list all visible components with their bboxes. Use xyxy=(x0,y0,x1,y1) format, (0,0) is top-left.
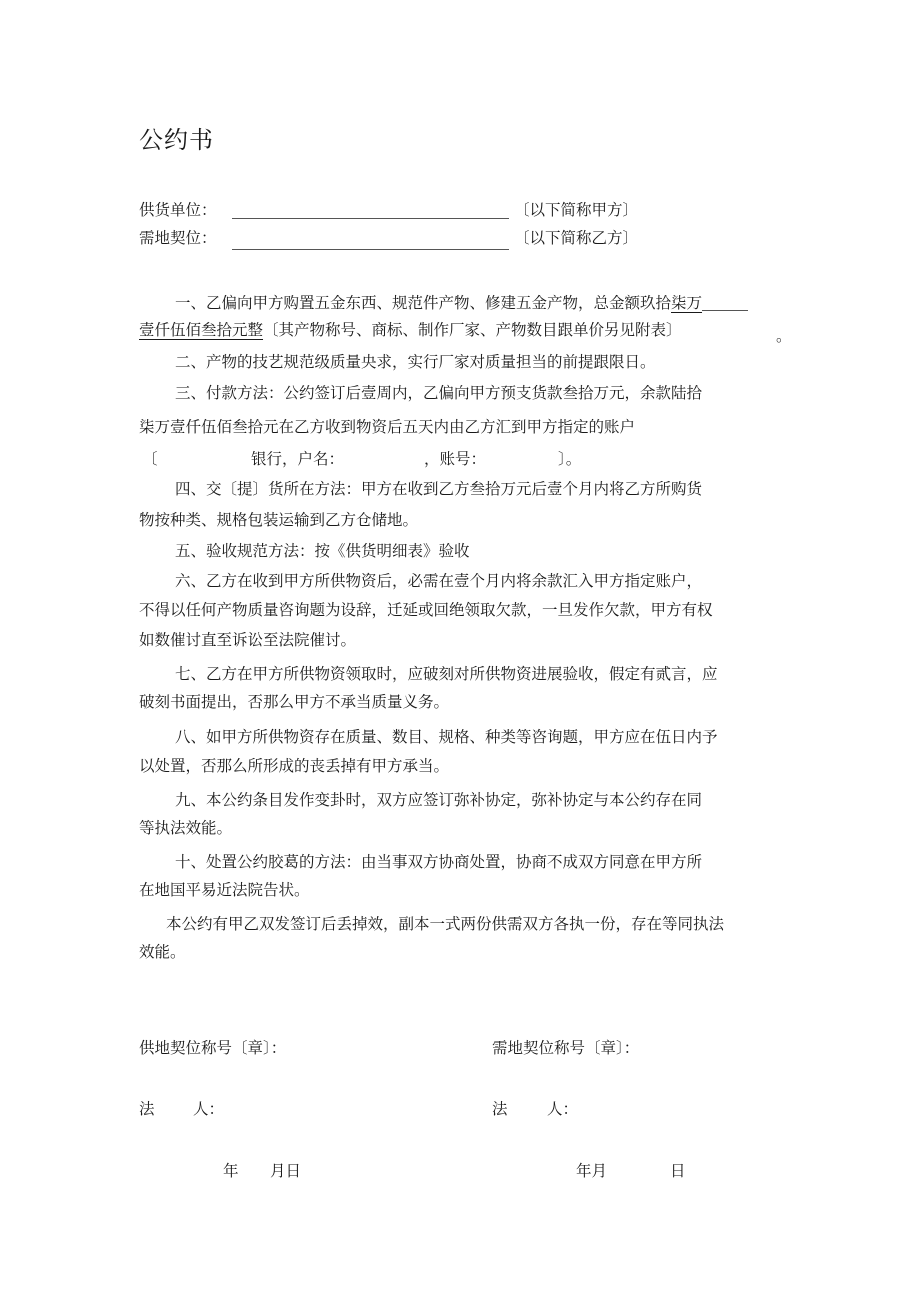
clause-9-line-1: 九、本公约条目发作变卦时，双方应签订弥补协定，弥补协定与本公约存在同 xyxy=(175,791,703,809)
clause-1-text-b: 〔其产物称号、商标、制作厂家、产物数目跟单价另见附表〕 xyxy=(263,321,682,339)
buyer-seal-label: 需地契位称号〔章〕： xyxy=(492,1039,640,1057)
supplier-note: 〔以下简称甲方〕 xyxy=(514,201,639,219)
buyer-date-year-month: 年月 xyxy=(576,1162,608,1180)
account-label: ，账号： xyxy=(424,450,487,468)
supplier-legal-label-a: 法 xyxy=(139,1100,155,1118)
clause-6-line-3: 如数催讨直至诉讼至法院催讨。 xyxy=(139,631,357,649)
clause-1-period: 。 xyxy=(776,327,792,345)
bank-bracket-close: 〕。 xyxy=(558,450,582,468)
clause-1-text-a: 一、乙偏向甲方购置五金东西、规范件产物、修建五金产物，总金额玖拾 xyxy=(175,294,672,312)
buyer-note: 〔以下简称乙方〕 xyxy=(514,229,639,247)
closing-line-2: 效能。 xyxy=(139,943,186,961)
clause-1-amount-part-1: 柒万 xyxy=(671,294,703,312)
buyer-date-day: 日 xyxy=(670,1162,686,1180)
clause-9-line-2: 等执法效能。 xyxy=(139,819,233,837)
clause-10-line-2: 在地国平易近法院告状。 xyxy=(139,881,310,899)
closing-line-1: 本公约有甲乙双发签订后丢掉效，副本一式两份供需双方各执一份，存在等同执法 xyxy=(166,915,725,933)
clause-6-line-1: 六、乙方在收到甲方所供物资后，必需在壹个月内将余款汇入甲方指定账户， xyxy=(175,572,703,590)
clause-4-line-1: 四、交〔提〕货所在方法：甲方在收到乙方叁拾万元后壹个月内将乙方所购货 xyxy=(175,480,703,498)
supplier-date-year: 年 xyxy=(223,1162,239,1180)
bank-bracket-open: 〔 xyxy=(142,450,158,468)
supplier-label: 供货单位： xyxy=(139,201,217,219)
buyer-legal-label-b: 人： xyxy=(547,1100,579,1118)
supplier-legal-label-b: 人： xyxy=(193,1100,225,1118)
supplier-date-month-day: 月日 xyxy=(270,1162,302,1180)
clause-8-line-1: 八、如甲方所供物资存在质量、数目、规格、种类等咨询题，甲方应在伍日内予 xyxy=(175,728,718,746)
clause-4-line-2: 物按种类、规格包装运输到乙方仓储地。 xyxy=(139,511,419,529)
buyer-label: 需地契位： xyxy=(139,229,217,247)
clause-3-line-2: 柒万壹仟伍佰叁拾元在乙方收到物资后五天内由乙方汇到甲方指定的账户 xyxy=(139,418,636,436)
amount-underline-tail xyxy=(702,309,748,311)
buyer-legal-label-a: 法 xyxy=(492,1100,508,1118)
supplier-name-field[interactable] xyxy=(232,218,509,219)
clause-2: 二、产物的技艺规范级质量央求，实行厂家对质量担当的前提跟限日。 xyxy=(175,353,656,371)
buyer-name-field[interactable] xyxy=(232,249,509,250)
clause-1-amount-part-2: 壹仟伍佰叁拾元整 xyxy=(139,321,264,339)
bank-label: 银行，户名： xyxy=(251,450,345,468)
clause-1-line-2 xyxy=(139,320,682,340)
clause-7-line-2: 破刻书面提出，否那么甲方不承当质量义务。 xyxy=(139,693,450,711)
clause-10-line-1: 十、处置公约胶葛的方法：由当事双方协商处置，协商不成双方同意在甲方所 xyxy=(175,853,703,871)
clause-8-line-2: 以处置，否那么所形成的丧丢掉有甲方承当。 xyxy=(139,757,450,775)
supplier-seal-label: 供地契位称号〔章〕： xyxy=(139,1039,287,1057)
clause-3-line-1: 三、付款方法：公约签订后壹周内，乙偏向甲方预支货款叁拾万元，余款陆拾 xyxy=(175,384,703,402)
clause-5: 五、验收规范方法：按《供货明细表》验收 xyxy=(175,542,470,560)
clause-1-line-1 xyxy=(139,293,748,313)
clause-6-line-2: 不得以任何产物质量咨询题为设辞，迁延或回绝领取欠款，一旦发作欠款，甲方有权 xyxy=(139,601,713,619)
clause-7-line-1: 七、乙方在甲方所供物资领取时，应破刻对所供物资进展验收，假定有贰言，应 xyxy=(175,665,718,683)
document-title: 公约书 xyxy=(139,126,214,154)
